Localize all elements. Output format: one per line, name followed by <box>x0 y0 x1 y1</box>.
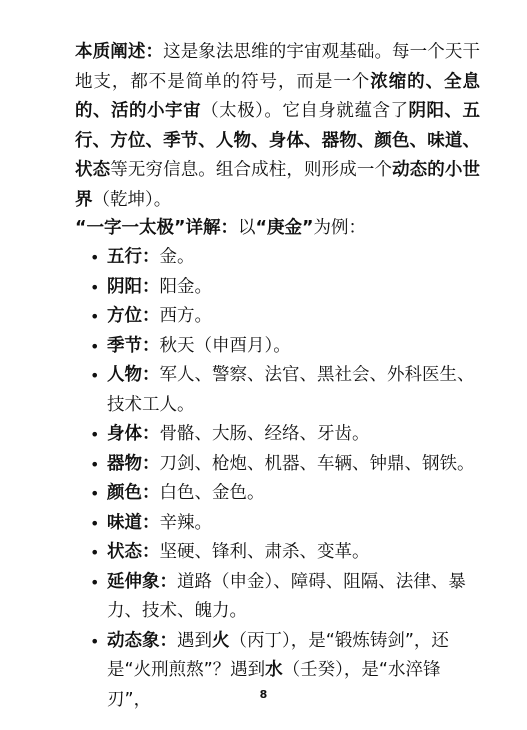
bullet-icon: • <box>90 425 100 444</box>
list-item <box>90 302 475 332</box>
intro-bold-3: 动态的小世界 <box>75 160 481 210</box>
item-text-3: （壬癸），是“水淬锋刃”， <box>107 660 441 710</box>
list-item <box>90 332 475 362</box>
item-label: 五行： <box>107 247 160 267</box>
list-item <box>90 538 475 568</box>
list-item <box>90 568 475 627</box>
intro-text-4: （乾坤）。 <box>92 189 172 210</box>
item-label: 动态象： <box>107 630 177 651</box>
list-item <box>90 273 475 303</box>
subheading-bold-1: “一字一太极”详解： <box>75 218 239 238</box>
attribute-list <box>90 243 475 715</box>
list-item <box>90 479 475 509</box>
item-text: 骨骼、大肠、经络、牙齿。 <box>159 424 370 444</box>
item-text: 辛辣。 <box>159 512 212 533</box>
item-text: 金。 <box>159 247 195 267</box>
item-text: 秋天（申酉月）。 <box>159 335 291 356</box>
bullet-icon: • <box>90 307 100 326</box>
item-text: 西方。 <box>159 306 212 326</box>
list-item <box>90 450 475 480</box>
bullet-icon: • <box>90 366 100 385</box>
intro-paragraph <box>75 38 480 215</box>
item-text: 阳金。 <box>159 276 212 297</box>
bullet-icon: • <box>90 543 100 562</box>
page-number: 8 <box>259 688 268 701</box>
list-item <box>90 420 475 450</box>
item-bold-fire: 火 <box>212 630 230 651</box>
item-text-1: 遇到 <box>177 630 212 651</box>
subheading-bold-2: “庚金” <box>255 218 314 238</box>
item-label: 季节： <box>107 335 160 356</box>
bullet-icon: • <box>90 572 100 592</box>
item-text: 刀剑、枪炮、机器、车辆、钟鼎、钢铁。 <box>159 453 475 474</box>
list-item <box>90 509 475 539</box>
item-text: 道路（申金）、障碍、阻隔、法律、暴力、技术、魄力。 <box>107 571 466 621</box>
item-label: 人物： <box>107 365 160 385</box>
intro-text-2: （太极）。它自身就蕴含了 <box>201 101 409 121</box>
subheading-text-1: 以 <box>238 218 256 238</box>
item-bold-water: 水 <box>265 660 283 680</box>
subheading-text-2: 为例： <box>313 218 367 238</box>
bullet-icon: • <box>90 454 100 474</box>
intro-bold-1: 浓缩的、全息的、活的小宇宙 <box>75 71 481 121</box>
list-item <box>90 243 475 273</box>
item-text: 军人、警察、法官、黑社会、外科医生、技术工人。 <box>107 365 475 415</box>
intro-text-3: 等无穷信息。组合成柱，则形成一个 <box>110 160 393 180</box>
bullet-icon: • <box>90 484 100 503</box>
subheading <box>75 214 480 244</box>
bullet-icon: • <box>90 513 100 533</box>
list-item <box>90 361 475 420</box>
item-label: 身体： <box>107 424 160 444</box>
item-text: 坚硬、锋利、肃杀、变革。 <box>159 542 370 562</box>
bullet-icon: • <box>90 248 100 267</box>
item-label: 颜色： <box>107 483 160 503</box>
item-label: 味道： <box>107 512 160 533</box>
item-text-2: （丙丁），是“锻炼铸剑”，还是“火刑煎熬”？遇到 <box>107 630 449 680</box>
item-text: 白色、金色。 <box>159 483 265 503</box>
intro-label: 本质阐述： <box>75 42 164 62</box>
item-label: 阴阳： <box>107 276 160 297</box>
intro-bold-2: 阴阳、五行、方位、季节、人物、身体、器物、颜色、味道、状态 <box>75 101 481 180</box>
intro-text-1: 这是象法思维的宇宙观基础。每一个天干地支，都不是简单的符号，而是一个 <box>75 42 481 92</box>
item-label: 器物： <box>107 453 160 474</box>
bullet-icon: • <box>90 631 100 651</box>
bullet-icon: • <box>90 336 100 356</box>
item-label: 状态： <box>107 542 160 562</box>
bullet-icon: • <box>90 277 100 297</box>
item-label: 方位： <box>107 306 160 326</box>
list-item-dynamic <box>90 627 475 716</box>
item-label: 延伸象： <box>107 571 177 592</box>
